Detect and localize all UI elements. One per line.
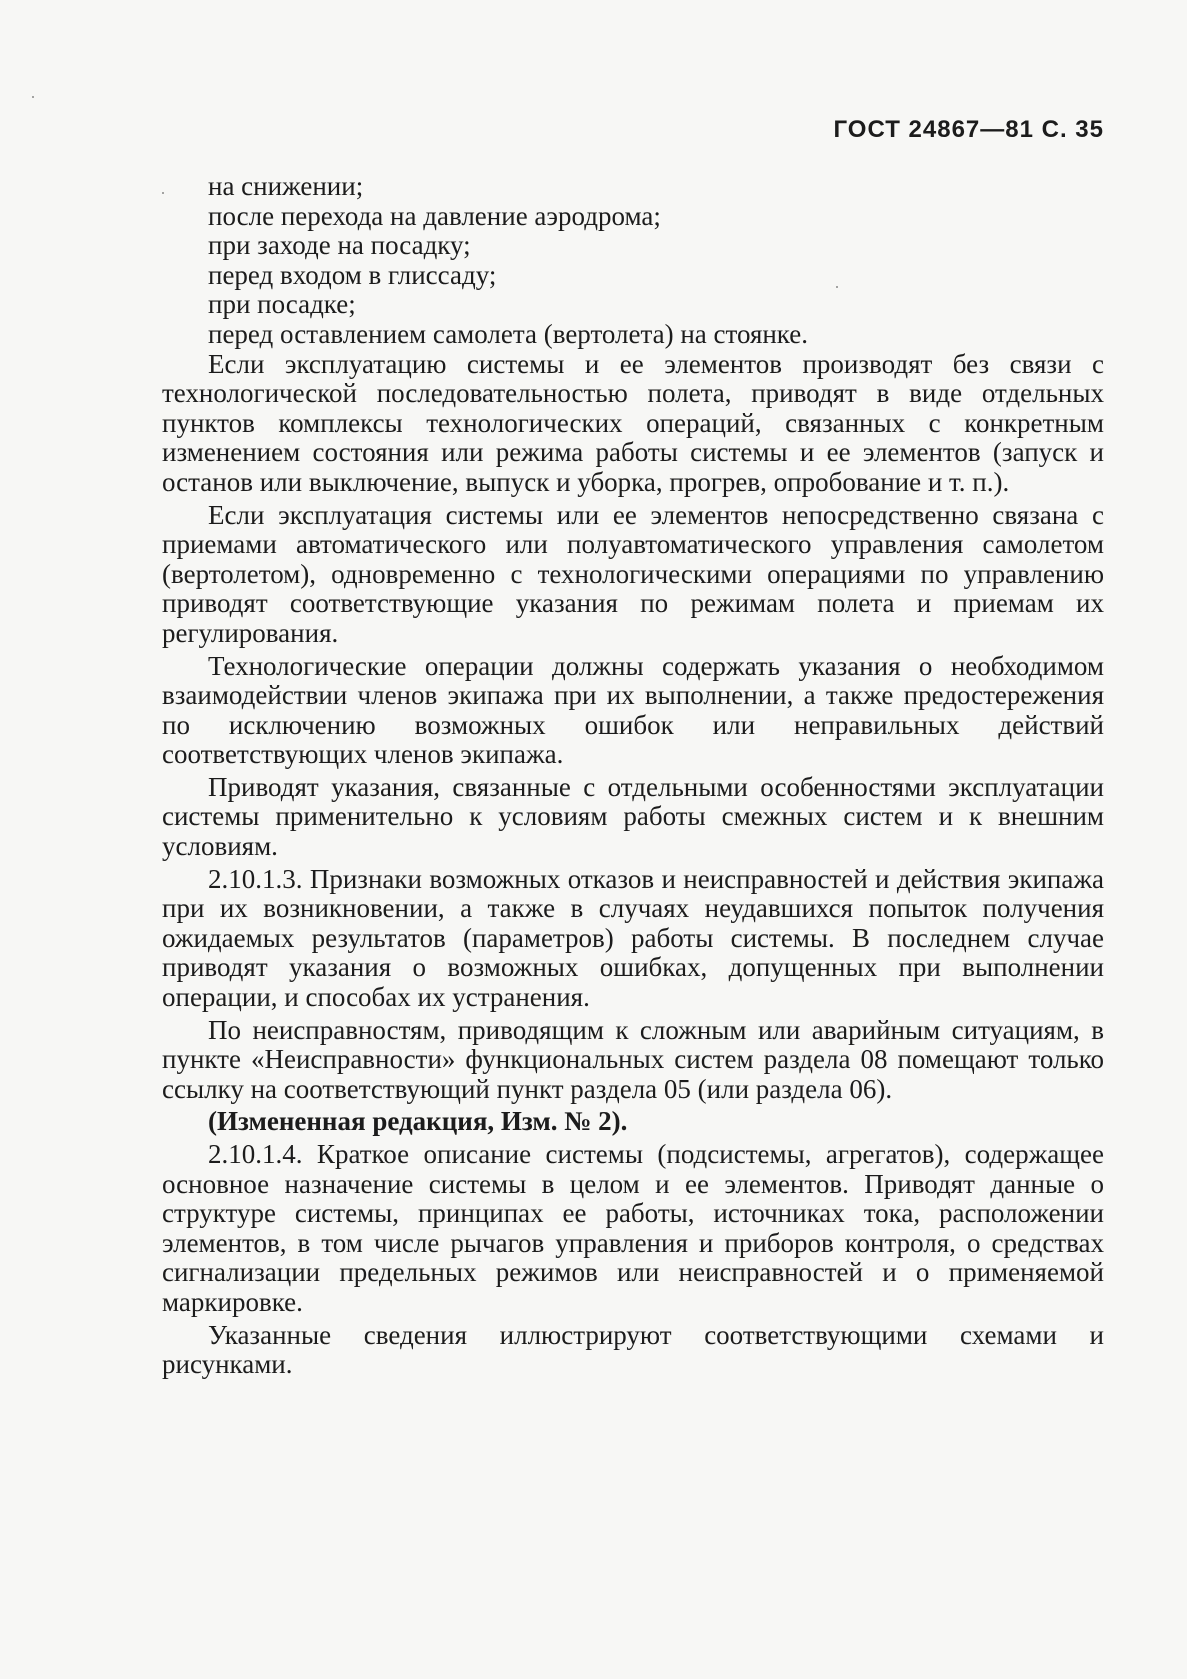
paragraph-section-2-10-1-4: 2.10.1.4. Краткое описание системы (подсистемы, агрегатов), содержащее основное назначение системы в целом и ее элементов. Приводят данные о структуре системы, принципах ее работы, источниках тока, расположении элементов, в том числе рычагов управления и приборов контроля, о средствах сигнализации предельных режимов или неисправностей и о применяемой маркировке. <box>162 1139 1104 1317</box>
page-header: ГОСТ 24867—81 С. 35 <box>833 116 1104 143</box>
list-line: после перехода на давление аэродрома; <box>208 200 661 231</box>
paragraph: Приводят указания, связанные с отдельными особенностями эксплуатации системы применительно к условиям работы смежных систем и к внешним условиям. <box>162 771 1104 862</box>
amendment-note: (Измененная редакция, Изм. № 2). <box>208 1106 628 1137</box>
list-line: при посадке; <box>208 289 356 320</box>
paragraph: Указанные сведения иллюстрируют соответствующими схемами и рисунками. <box>162 1319 1104 1380</box>
list-line: при заходе на посадку; <box>208 230 471 261</box>
paragraph-section-2-10-1-3: 2.10.1.3. Признаки возможных отказов и неисправностей и действия экипажа при их возникновении, а также в случаях неудавшихся попыток получения ожидаемых результатов (параметров) работы системы. В последнем случае приводят указания о возможных ошибках, допущенных при выполнении операции, и способах их устранения. <box>162 863 1104 1013</box>
list-line: перед входом в глиссаду; <box>208 259 497 290</box>
paragraph: Если эксплуатация системы или ее элементов непосредственно связана с приемами автоматического или полуавтоматического управления самолетом (вертолетом), одновременно с технологическими операциями по управлению приводят соответствующие указания по режимам полета и приемам их регулирования. <box>162 499 1104 648</box>
scan-speck <box>32 96 34 98</box>
paragraph: Если эксплуатацию системы и ее элементов производят без связи с технологической последовательностью полета, приводят в виде отдельных пунктов комплексы технологических операций, связанных с конкретным изменением состояния или режима работы системы и ее элементов (запуск и останов или выключение, выпуск и уборка, прогрев, опробование и т. п.). <box>162 348 1104 497</box>
list-line: перед оставлением самолета (вертолета) на стоянке. <box>208 318 808 349</box>
paragraph: По неисправностям, приводящим к сложным или аварийным ситуациям, в пункте «Неисправности» функциональных систем раздела 08 помещают только ссылку на соответствующий пункт раздела 05 (или раздела 06). <box>162 1014 1104 1104</box>
paragraph: Технологические операции должны содержать указания о необходимом взаимодействии членов экипажа при их выполнении, а также предостережения по исключению возможных ошибок или неправильных действий соответствующих членов экипажа. <box>162 650 1104 770</box>
document-body <box>162 172 1104 1383</box>
list-line: на снижении; <box>208 171 364 201</box>
